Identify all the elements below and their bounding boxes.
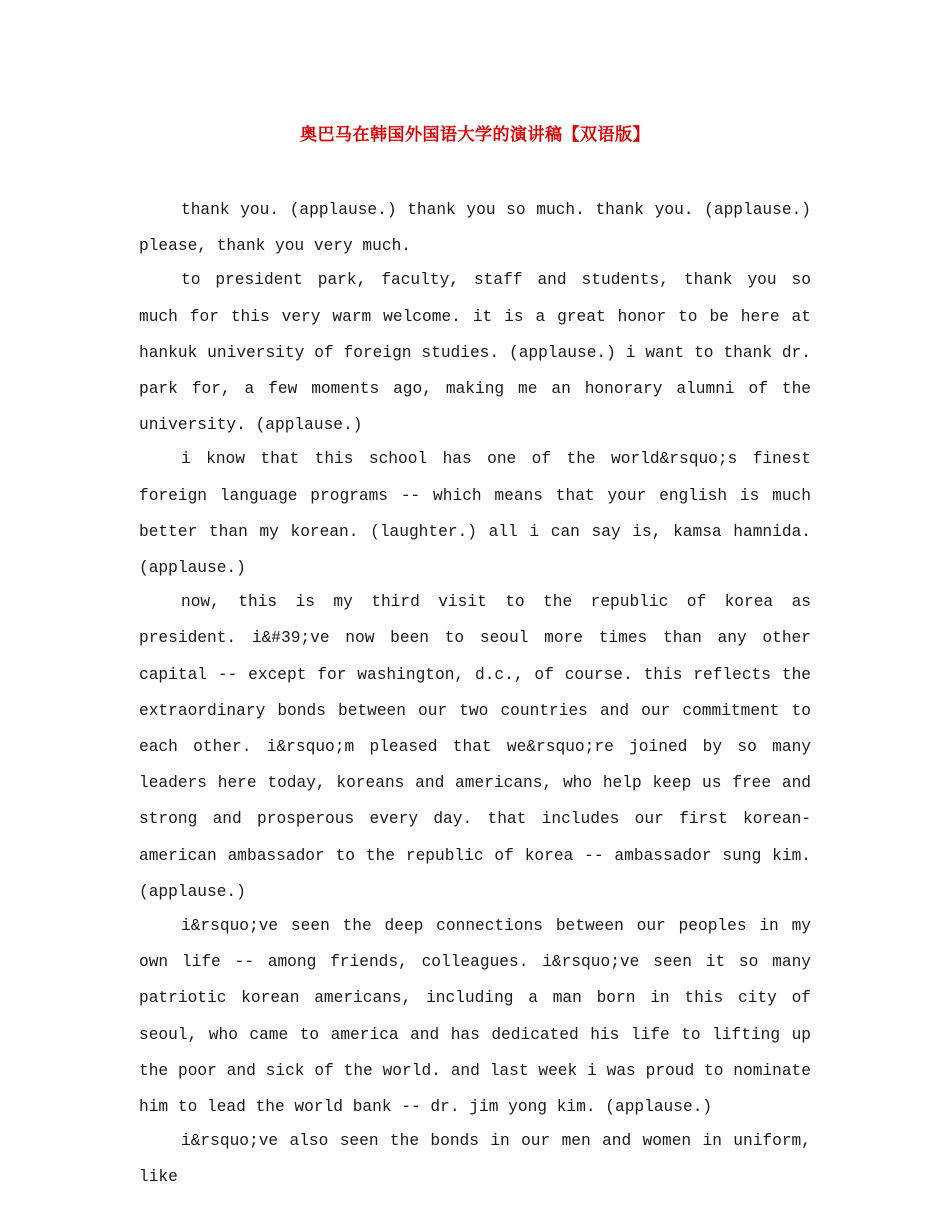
paragraph: thank you. (applause.) thank you so much. thank you. (applause.) please, thank you very much. bbox=[139, 201, 811, 256]
paragraph: i&rsquo;ve seen the deep connections between our peoples in my own life -- among friends, colleagues. i&rsquo;ve seen it so many patriotic korean americans, including a man born in this city of seoul, who came to america and has dedicated his life to lifting up the poor and sick of the world. and last week i was proud to nominate him to lead the world bank -- dr. jim yong kim. (applause.) bbox=[139, 917, 811, 1117]
document-body bbox=[139, 192, 811, 1194]
paragraph: now, this is my third visit to the republic of korea as president. i&#39;ve now been to seoul more times than any other capital -- except for washington, d.c., of course. this reflects the extraordinary bonds between our two countries and our commitment to each other. i&rsquo;m pleased that we&rsquo;re joined by so many leaders here today, koreans and americans, who help keep us free and strong and prosperous every day. that includes our first korean-american ambassador to the republic of korea -- ambassador sung kim. (applause.) bbox=[139, 593, 811, 901]
paragraph: to president park, faculty, staff and students, thank you so much for this very warm welcome. it is a great honor to be here at hankuk university of foreign studies. (applause.) i want to thank dr. park for, a few moments ago, making me an honorary alumni of the university. (applause.) bbox=[139, 271, 811, 435]
paragraph: i know that this school has one of the world&rsquo;s finest foreign language programs -- which means that your english is much better than my korean. (laughter.) all i can say is, kamsa hamnida. (applause.) bbox=[139, 450, 811, 578]
paragraph: i&rsquo;ve also seen the bonds in our men and women in uniform, like bbox=[139, 1132, 811, 1187]
document-title: 奥巴马在韩国外国语大学的演讲稿【双语版】 bbox=[300, 125, 650, 145]
